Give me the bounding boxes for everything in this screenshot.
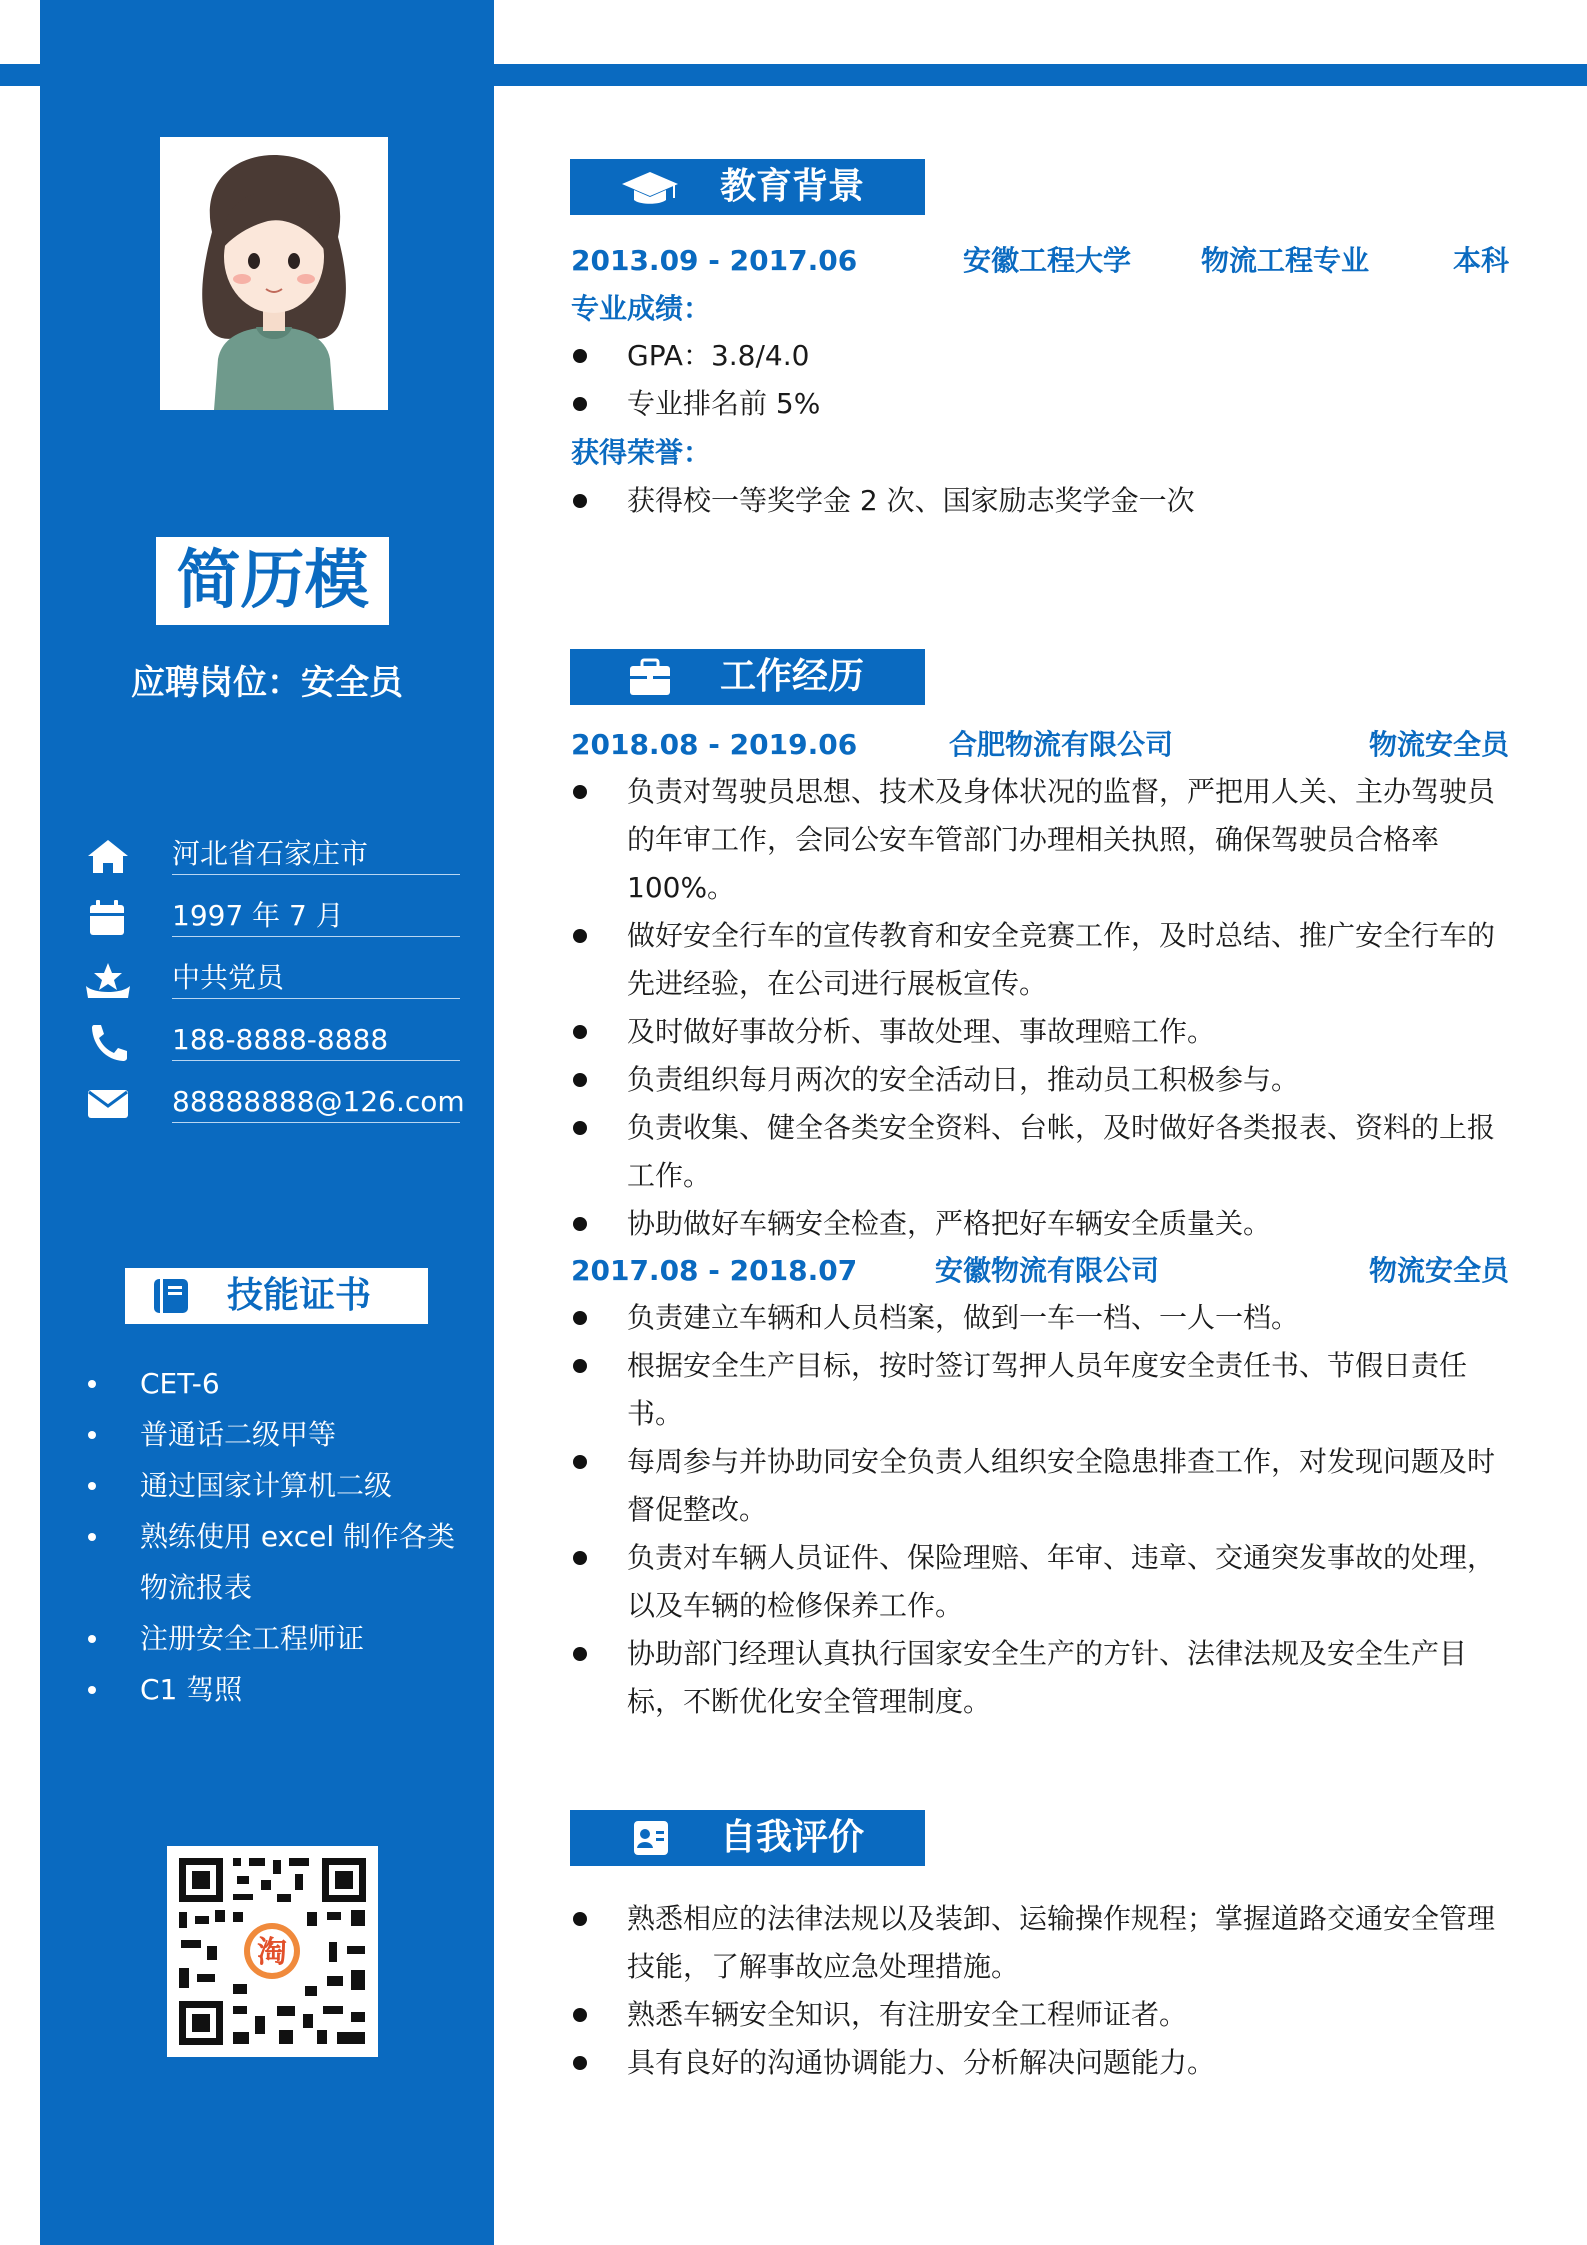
id-card-icon (620, 1818, 680, 1858)
contact-birth (84, 896, 460, 940)
self-eval-list (571, 1895, 1516, 2087)
contact-birth-text: 1997 年 7 月 (172, 898, 460, 937)
work-section-header (570, 649, 925, 705)
position-label: 应聘岗位： (131, 663, 301, 703)
avatar-illustration (160, 137, 388, 410)
skills-list (84, 1358, 464, 1715)
certificate-book-icon (151, 1276, 191, 1316)
job-period: 2018.08 - 2019.06 (571, 728, 858, 761)
phone-icon (84, 1022, 132, 1062)
work-section-title: 工作经历 (720, 656, 865, 697)
education-major: 物流工程专业 (1201, 244, 1370, 277)
honors-list (571, 477, 1516, 525)
skill-item: 熟练使用 excel 制作各类物流报表 (84, 1511, 464, 1613)
education-period: 2013.09 - 2017.06 (571, 244, 858, 277)
honors-label: 获得荣誉： (571, 436, 712, 469)
job-duty-item: 协助做好车辆安全检查，严格把好车辆安全质量关。 (571, 1200, 1516, 1248)
job-duties-list (571, 1294, 1516, 1726)
self-eval-section-title: 自我评价 (720, 1817, 865, 1858)
party-star-icon (84, 960, 132, 1000)
avatar (160, 137, 388, 410)
contact-phone (84, 1020, 460, 1064)
contact-address (84, 834, 460, 878)
job-company: 合肥物流有限公司 (949, 728, 1174, 761)
education-section-title: 教育背景 (720, 166, 865, 207)
self-eval-item: 具有良好的沟通协调能力、分析解决问题能力。 (571, 2039, 1516, 2087)
skill-item: 普通话二级甲等 (84, 1409, 464, 1460)
grades-list (571, 332, 1516, 428)
job-period: 2017.08 - 2018.07 (571, 1254, 858, 1287)
self-eval-item: 熟悉车辆安全知识，有注册安全工程师证者。 (571, 1991, 1516, 2039)
self-eval-section-header (570, 1810, 925, 1866)
self-eval-item: 熟悉相应的法律法规以及装卸、运输操作规程；掌握道路交通安全管理技能，了解事故应急处理措施。 (571, 1895, 1516, 1991)
job-duty-item: 负责对车辆人员证件、保险理赔、年审、违章、交通突发事故的处理，以及车辆的检修保养工作。 (571, 1534, 1516, 1630)
grade-item: GPA：3.8/4.0 (571, 332, 1516, 380)
qr-code (167, 1846, 378, 2057)
job-duty-item: 负责建立车辆和人员档案，做到一车一档、一人一档。 (571, 1294, 1516, 1342)
job-duties-list (571, 768, 1516, 1248)
job-duty-item: 负责组织每月两次的安全活动日，推动员工积极参与。 (571, 1056, 1516, 1104)
skills-section-header (125, 1268, 428, 1324)
job-role: 物流安全员 (1369, 1254, 1510, 1287)
job-duty-item: 协助部门经理认真执行国家安全生产的方针、法律法规及安全生产目标，不断优化安全管理制度。 (571, 1630, 1516, 1726)
mail-icon (84, 1084, 132, 1124)
job-role: 物流安全员 (1369, 728, 1510, 761)
education-degree: 本科 (1453, 244, 1510, 277)
education-school: 安徽工程大学 (963, 244, 1132, 277)
home-icon (84, 836, 132, 876)
top-accent-bar-left (0, 64, 40, 86)
qr-badge-text: 淘 (257, 1935, 287, 1970)
job-duty-item: 及时做好事故分析、事故处理、事故理赔工作。 (571, 1008, 1516, 1056)
job-duty-item: 做好安全行车的宣传教育和安全竞赛工作，及时总结、推广安全行车的先进经验，在公司进行展板宣传。 (571, 912, 1516, 1008)
graduation-cap-icon (620, 167, 680, 207)
job-duty-item: 每周参与并协助同安全负责人组织安全隐患排查工作，对发现问题及时督促整改。 (571, 1438, 1516, 1534)
briefcase-icon (620, 657, 680, 697)
skill-item: CET-6 (84, 1358, 464, 1409)
job-duty-item: 根据安全生产目标，按时签订驾押人员年度安全责任书、节假日责任书。 (571, 1342, 1516, 1438)
top-accent-bar-right (494, 64, 1587, 86)
job-duty-item: 负责收集、健全各类安全资料、台帐，及时做好各类报表、资料的上报工作。 (571, 1104, 1516, 1200)
contact-address-text: 河北省石家庄市 (172, 836, 460, 875)
qr-code-image (167, 1846, 378, 2057)
calendar-icon (84, 898, 132, 938)
grades-label: 专业成绩： (571, 292, 712, 325)
skill-item: 通过国家计算机二级 (84, 1460, 464, 1511)
contact-party (84, 958, 460, 1002)
job-entry-header (571, 725, 1511, 765)
candidate-name: 简历模 (156, 537, 389, 625)
job-entry-header (571, 1251, 1511, 1291)
job-company: 安徽物流有限公司 (935, 1254, 1160, 1287)
contact-email-text: 88888888@126.com (172, 1084, 460, 1123)
applied-position (40, 655, 494, 704)
position-value: 安全员 (301, 663, 403, 703)
honor-item: 获得校一等奖学金 2 次、国家励志奖学金一次 (571, 477, 1516, 525)
skills-section-title: 技能证书 (227, 1275, 372, 1316)
grade-item: 专业排名前 5% (571, 380, 1516, 428)
education-entry-header (571, 241, 1511, 281)
contact-party-text: 中共党员 (172, 960, 460, 999)
education-section-header (570, 159, 925, 215)
skill-item: 注册安全工程师证 (84, 1613, 464, 1664)
job-duty-item: 负责对驾驶员思想、技术及身体状况的监督，严把用人关、主办驾驶员的年审工作，会同公安车管部门办理相关执照，确保驾驶员合格率 100%。 (571, 768, 1516, 912)
contact-phone-text: 188-8888-8888 (172, 1022, 460, 1061)
contact-email (84, 1082, 465, 1126)
skill-item: C1 驾照 (84, 1664, 464, 1715)
